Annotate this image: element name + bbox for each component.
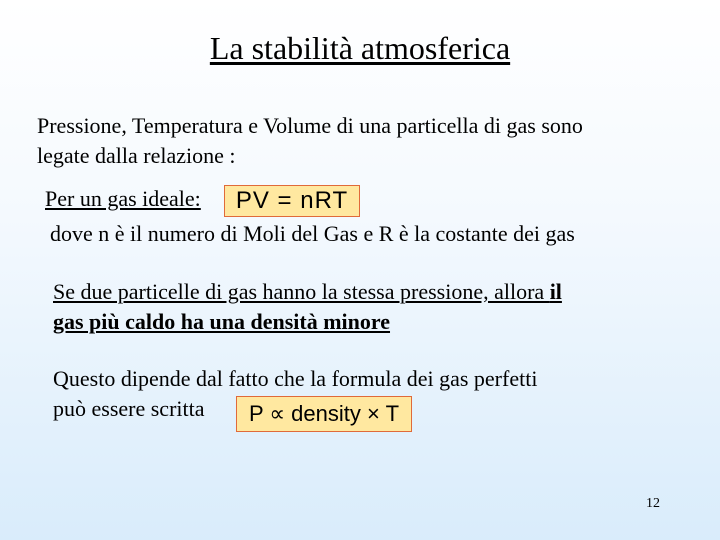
slide-title: La stabilità atmosferica	[209, 30, 511, 66]
density-formula: P ∝ density × T	[236, 396, 412, 432]
density-line-2: può essere scritta	[53, 396, 205, 421]
density-line-1: Questo dipende dal fatto che la formula dei gas perfetti	[53, 366, 538, 391]
statement-line-2: gas più caldo ha una densità minore	[53, 309, 391, 334]
intro-line-1: Pressione, Temperatura e Volume di una particella di gas sono	[37, 113, 583, 138]
statement-line-1	[53, 279, 562, 305]
ideal-gas-formula: PV = nRT	[224, 185, 360, 217]
ideal-gas-label: Per un gas ideale:	[45, 186, 201, 211]
intro-line-2: legate dalla relazione :	[37, 143, 236, 168]
statement-text: Se due particelle di gas hanno la stessa pressione, allora	[53, 279, 550, 304]
definition-line: dove n è il numero di Moli del Gas e R è la costante dei gas	[50, 221, 575, 246]
page-number: 12	[646, 496, 660, 511]
statement-bold-word: il	[549, 279, 562, 304]
